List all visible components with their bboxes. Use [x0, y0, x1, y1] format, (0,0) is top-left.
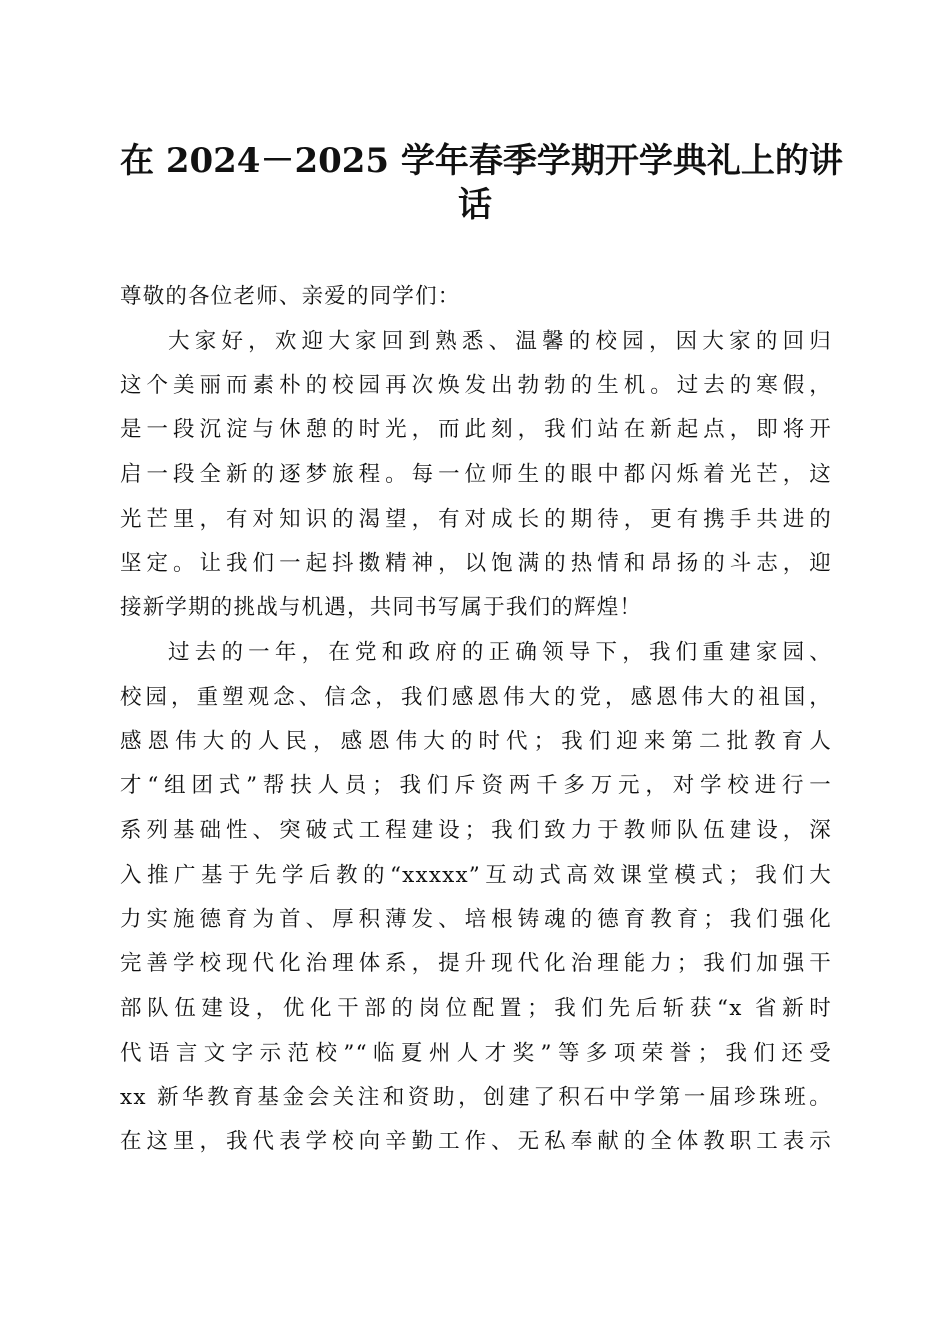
- paragraph-2-line-1: 过去的一年，在党和政府的正确领导下，我们重建家园、: [168, 640, 832, 665]
- paragraph-2-line-2: 校园，重塑观念、信念，我们感恩伟大的党，感恩伟大的祖国，: [120, 685, 832, 710]
- paragraph-1-line-2: 这个美丽而素朴的校园再次焕发出勃勃的生机。过去的寒假，: [120, 373, 832, 398]
- paragraph-1-line-5: 光芒里，有对知识的渴望，有对成长的期待，更有携手共进的: [120, 507, 832, 532]
- paragraph-1-line-3: 是一段沉淀与休憩的时光，而此刻，我们站在新起点，即将开: [120, 417, 832, 442]
- paragraph-2-line-8: 完善学校现代化治理体系，提升现代化治理能力；我们加强干: [120, 951, 832, 976]
- paragraph-1-line-7: 接新学期的挑战与机遇，共同书写属于我们的辉煌！: [120, 595, 643, 620]
- paragraph-2-line-3: 感恩伟大的人民，感恩伟大的时代；我们迎来第二批教育人: [120, 729, 832, 754]
- paragraph-2-line-9: 部队伍建设，优化干部的岗位配置；我们先后斩获“x 省新时: [120, 996, 832, 1021]
- document-title-line-1: 在 2024－2025 学年春季学期开学典礼上的讲: [120, 141, 843, 181]
- paragraph-2-line-6: 入推广基于先学后教的“xxxxx”互动式高效课堂模式；我们大: [120, 863, 832, 888]
- paragraph-1-line-1: 大家好，欢迎大家回到熟悉、温馨的校园，因大家的回归: [168, 329, 832, 354]
- paragraph-1-line-6: 坚定。让我们一起抖擞精神，以饱满的热情和昂扬的斗志，迎: [120, 551, 832, 576]
- salutation: 尊敬的各位老师、亲爱的同学们：: [120, 284, 461, 309]
- paragraph-1-line-4: 启一段全新的逐梦旅程。每一位师生的眼中都闪烁着光芒，这: [120, 462, 832, 487]
- paragraph-2-line-4: 才“组团式”帮扶人员；我们斥资两千多万元，对学校进行一: [120, 773, 832, 798]
- paragraph-2-line-10: 代语言文字示范校”“临夏州人才奖”等多项荣誉；我们还受: [120, 1041, 832, 1066]
- paragraph-2-line-5: 系列基础性、突破式工程建设；我们致力于教师队伍建设，深: [120, 818, 832, 843]
- paragraph-2-line-11: xx 新华教育基金会关注和资助，创建了积石中学第一届珍珠班。: [120, 1085, 832, 1110]
- paragraph-2-line-7: 力实施德育为首、厚积薄发、培根铸魂的德育教育；我们强化: [120, 907, 832, 932]
- paragraph-2-line-12: 在这里，我代表学校向辛勤工作、无私奉献的全体教职工表示: [120, 1129, 832, 1154]
- document-title-line-2: 话: [458, 185, 492, 225]
